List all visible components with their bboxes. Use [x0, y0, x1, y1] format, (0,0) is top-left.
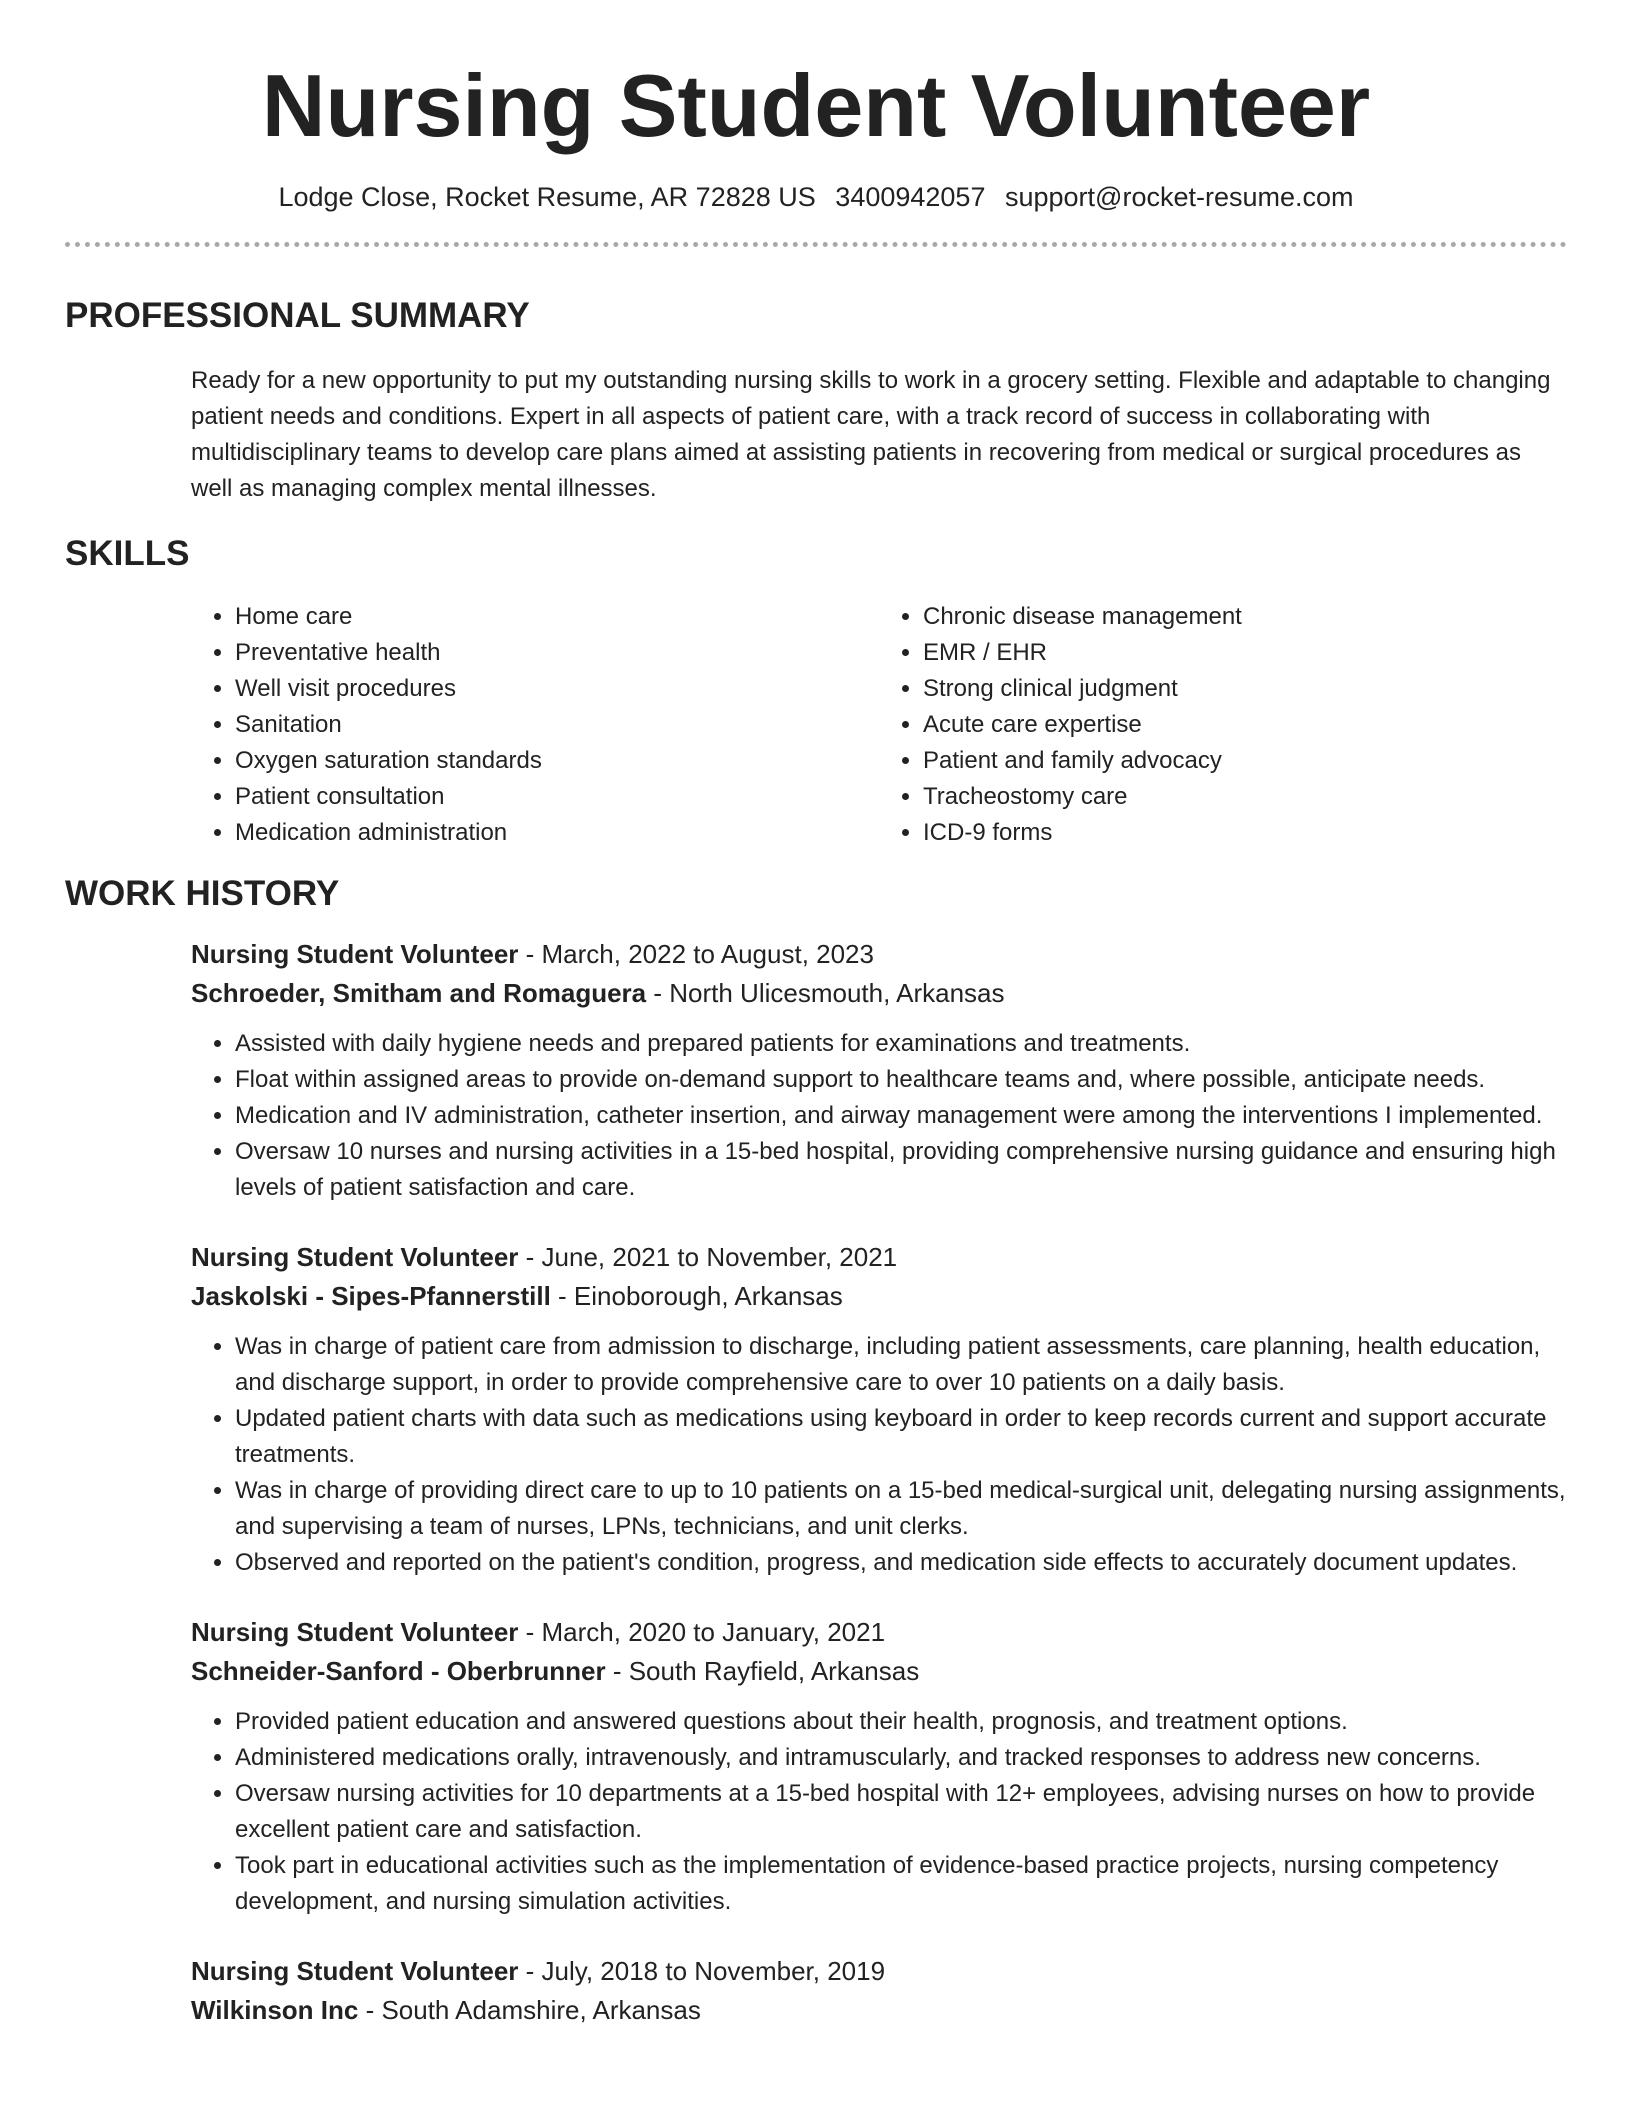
job-entry: [191, 935, 1567, 1206]
job-title-line: [191, 1952, 1567, 1991]
skill-item: • Patient and family advocacy: [923, 743, 1567, 779]
job-bullet: • Float within assigned areas to provide on-demand support to healthcare teams and, where possible, anticipate needs.: [235, 1062, 1567, 1098]
skill-item: • Chronic disease management: [923, 599, 1567, 635]
job-title-line: [191, 935, 1567, 974]
summary-text: Ready for a new opportunity to put my outstanding nursing skills to work in a grocery setting. Flexible and adaptable to changing patient needs and conditions. Expert in all aspects of patient care, with a track record of success in collaborating with multidisciplinary teams to develop care plans aimed at assisting patients in recovering from medical or surgical procedures as well as managing complex mental illnesses.: [191, 367, 1551, 502]
skill-item: • Strong clinical judgment: [923, 671, 1567, 707]
job-bullets: [191, 1026, 1567, 1206]
job-bullet: • Assisted with daily hygiene needs and prepared patients for examinations and treatments.: [235, 1026, 1567, 1062]
job-location: - South Adamshire, Arkansas: [358, 1995, 701, 2025]
job-bullet: • Updated patient charts with data such as medications using keyboard in order to keep records current and support accurate treatments.: [235, 1401, 1567, 1473]
job-dates: - March, 2020 to January, 2021: [518, 1617, 886, 1647]
job-bullet: • Was in charge of providing direct care to up to 10 patients on a 15-bed medical-surgical unit, delegating nursing assignments, and supervising a team of nurses, LPNs, technicians, and unit clerks.: [235, 1473, 1567, 1545]
job-bullet: • Oversaw nursing activities for 10 departments at a 15-bed hospital with 12+ employees, advising nurses on how to provide excellent patient care and satisfaction.: [235, 1776, 1567, 1848]
skill-item: • ICD-9 forms: [923, 815, 1567, 851]
job-entry: [191, 1238, 1567, 1581]
job-company: Jaskolski - Sipes-Pfannerstill: [191, 1281, 551, 1311]
job-company-line: [191, 1277, 1567, 1316]
skill-item: • Preventative health: [235, 635, 879, 671]
job-location: - Einoborough, Arkansas: [550, 1281, 843, 1311]
header-divider: [65, 242, 1567, 247]
skills-list: [191, 599, 1567, 851]
skills-column-left: [191, 599, 879, 851]
contact-line: [65, 180, 1567, 214]
candidate-name: Nursing Student Volunteer: [261, 56, 1371, 155]
skill-item: • Well visit procedures: [235, 671, 879, 707]
summary-heading: PROFESSIONAL SUMMARY: [65, 296, 530, 335]
contact-phone: 3400942057: [835, 182, 986, 212]
job-company-line: [191, 1991, 1567, 2030]
skills-heading: SKILLS: [65, 534, 190, 573]
job-bullet: • Observed and reported on the patient's condition, progress, and medication side effects to accurately document updates.: [235, 1545, 1567, 1581]
job-bullet: • Provided patient education and answered questions about their health, prognosis, and treatment options.: [235, 1704, 1567, 1740]
job-role: Nursing Student Volunteer: [191, 1956, 519, 1986]
job-company-line: [191, 1652, 1567, 1691]
skill-item: • Sanitation: [235, 707, 879, 743]
job-role: Nursing Student Volunteer: [191, 1242, 519, 1272]
job-company-line: [191, 974, 1567, 1013]
skill-item: • Medication administration: [235, 815, 879, 851]
skill-item: • Tracheostomy care: [923, 779, 1567, 815]
job-title-line: [191, 1613, 1567, 1652]
job-bullet: • Administered medications orally, intravenously, and intramuscularly, and tracked responses to address new concerns.: [235, 1740, 1567, 1776]
job-entry: [191, 1613, 1567, 1920]
job-bullet: • Oversaw 10 nurses and nursing activities in a 15-bed hospital, providing comprehensive nursing guidance and ensuring high levels of patient satisfaction and care.: [235, 1134, 1567, 1206]
job-company: Schroeder, Smitham and Romaguera: [191, 978, 647, 1008]
job-title-line: [191, 1238, 1567, 1277]
skill-item: • Patient consultation: [235, 779, 879, 815]
job-bullets: [191, 1329, 1567, 1581]
job-bullets: [191, 1704, 1567, 1920]
job-dates: - March, 2022 to August, 2023: [518, 939, 874, 969]
work-history-heading: WORK HISTORY: [65, 874, 340, 913]
job-role: Nursing Student Volunteer: [191, 939, 519, 969]
skills-column-right: [879, 599, 1567, 851]
contact-address: Lodge Close, Rocket Resume, AR 72828 US: [278, 182, 816, 212]
job-company: Wilkinson Inc: [191, 1995, 359, 2025]
job-dates: - June, 2021 to November, 2021: [518, 1242, 898, 1272]
contact-email: support@rocket-resume.com: [1004, 182, 1354, 212]
skill-item: • Acute care expertise: [923, 707, 1567, 743]
skill-item: • Home care: [235, 599, 879, 635]
job-bullet: • Was in charge of patient care from admission to discharge, including patient assessments, care planning, health education, and discharge support, in order to provide comprehensive care to over 10 patients on a daily basis.: [235, 1329, 1567, 1401]
skill-item: • Oxygen saturation standards: [235, 743, 879, 779]
job-role: Nursing Student Volunteer: [191, 1617, 519, 1647]
job-location: - South Rayfield, Arkansas: [605, 1656, 920, 1686]
job-dates: - July, 2018 to November, 2019: [518, 1956, 886, 1986]
job-company: Schneider-Sanford - Oberbrunner: [191, 1656, 606, 1686]
job-bullet: • Medication and IV administration, catheter insertion, and airway management were among the interventions I implemented.: [235, 1098, 1567, 1134]
job-entry: [191, 1952, 1567, 2030]
job-location: - North Ulicesmouth, Arkansas: [646, 978, 1005, 1008]
skill-item: • EMR / EHR: [923, 635, 1567, 671]
job-bullet: • Took part in educational activities such as the implementation of evidence-based practice projects, nursing competency development, and nursing simulation activities.: [235, 1848, 1567, 1920]
